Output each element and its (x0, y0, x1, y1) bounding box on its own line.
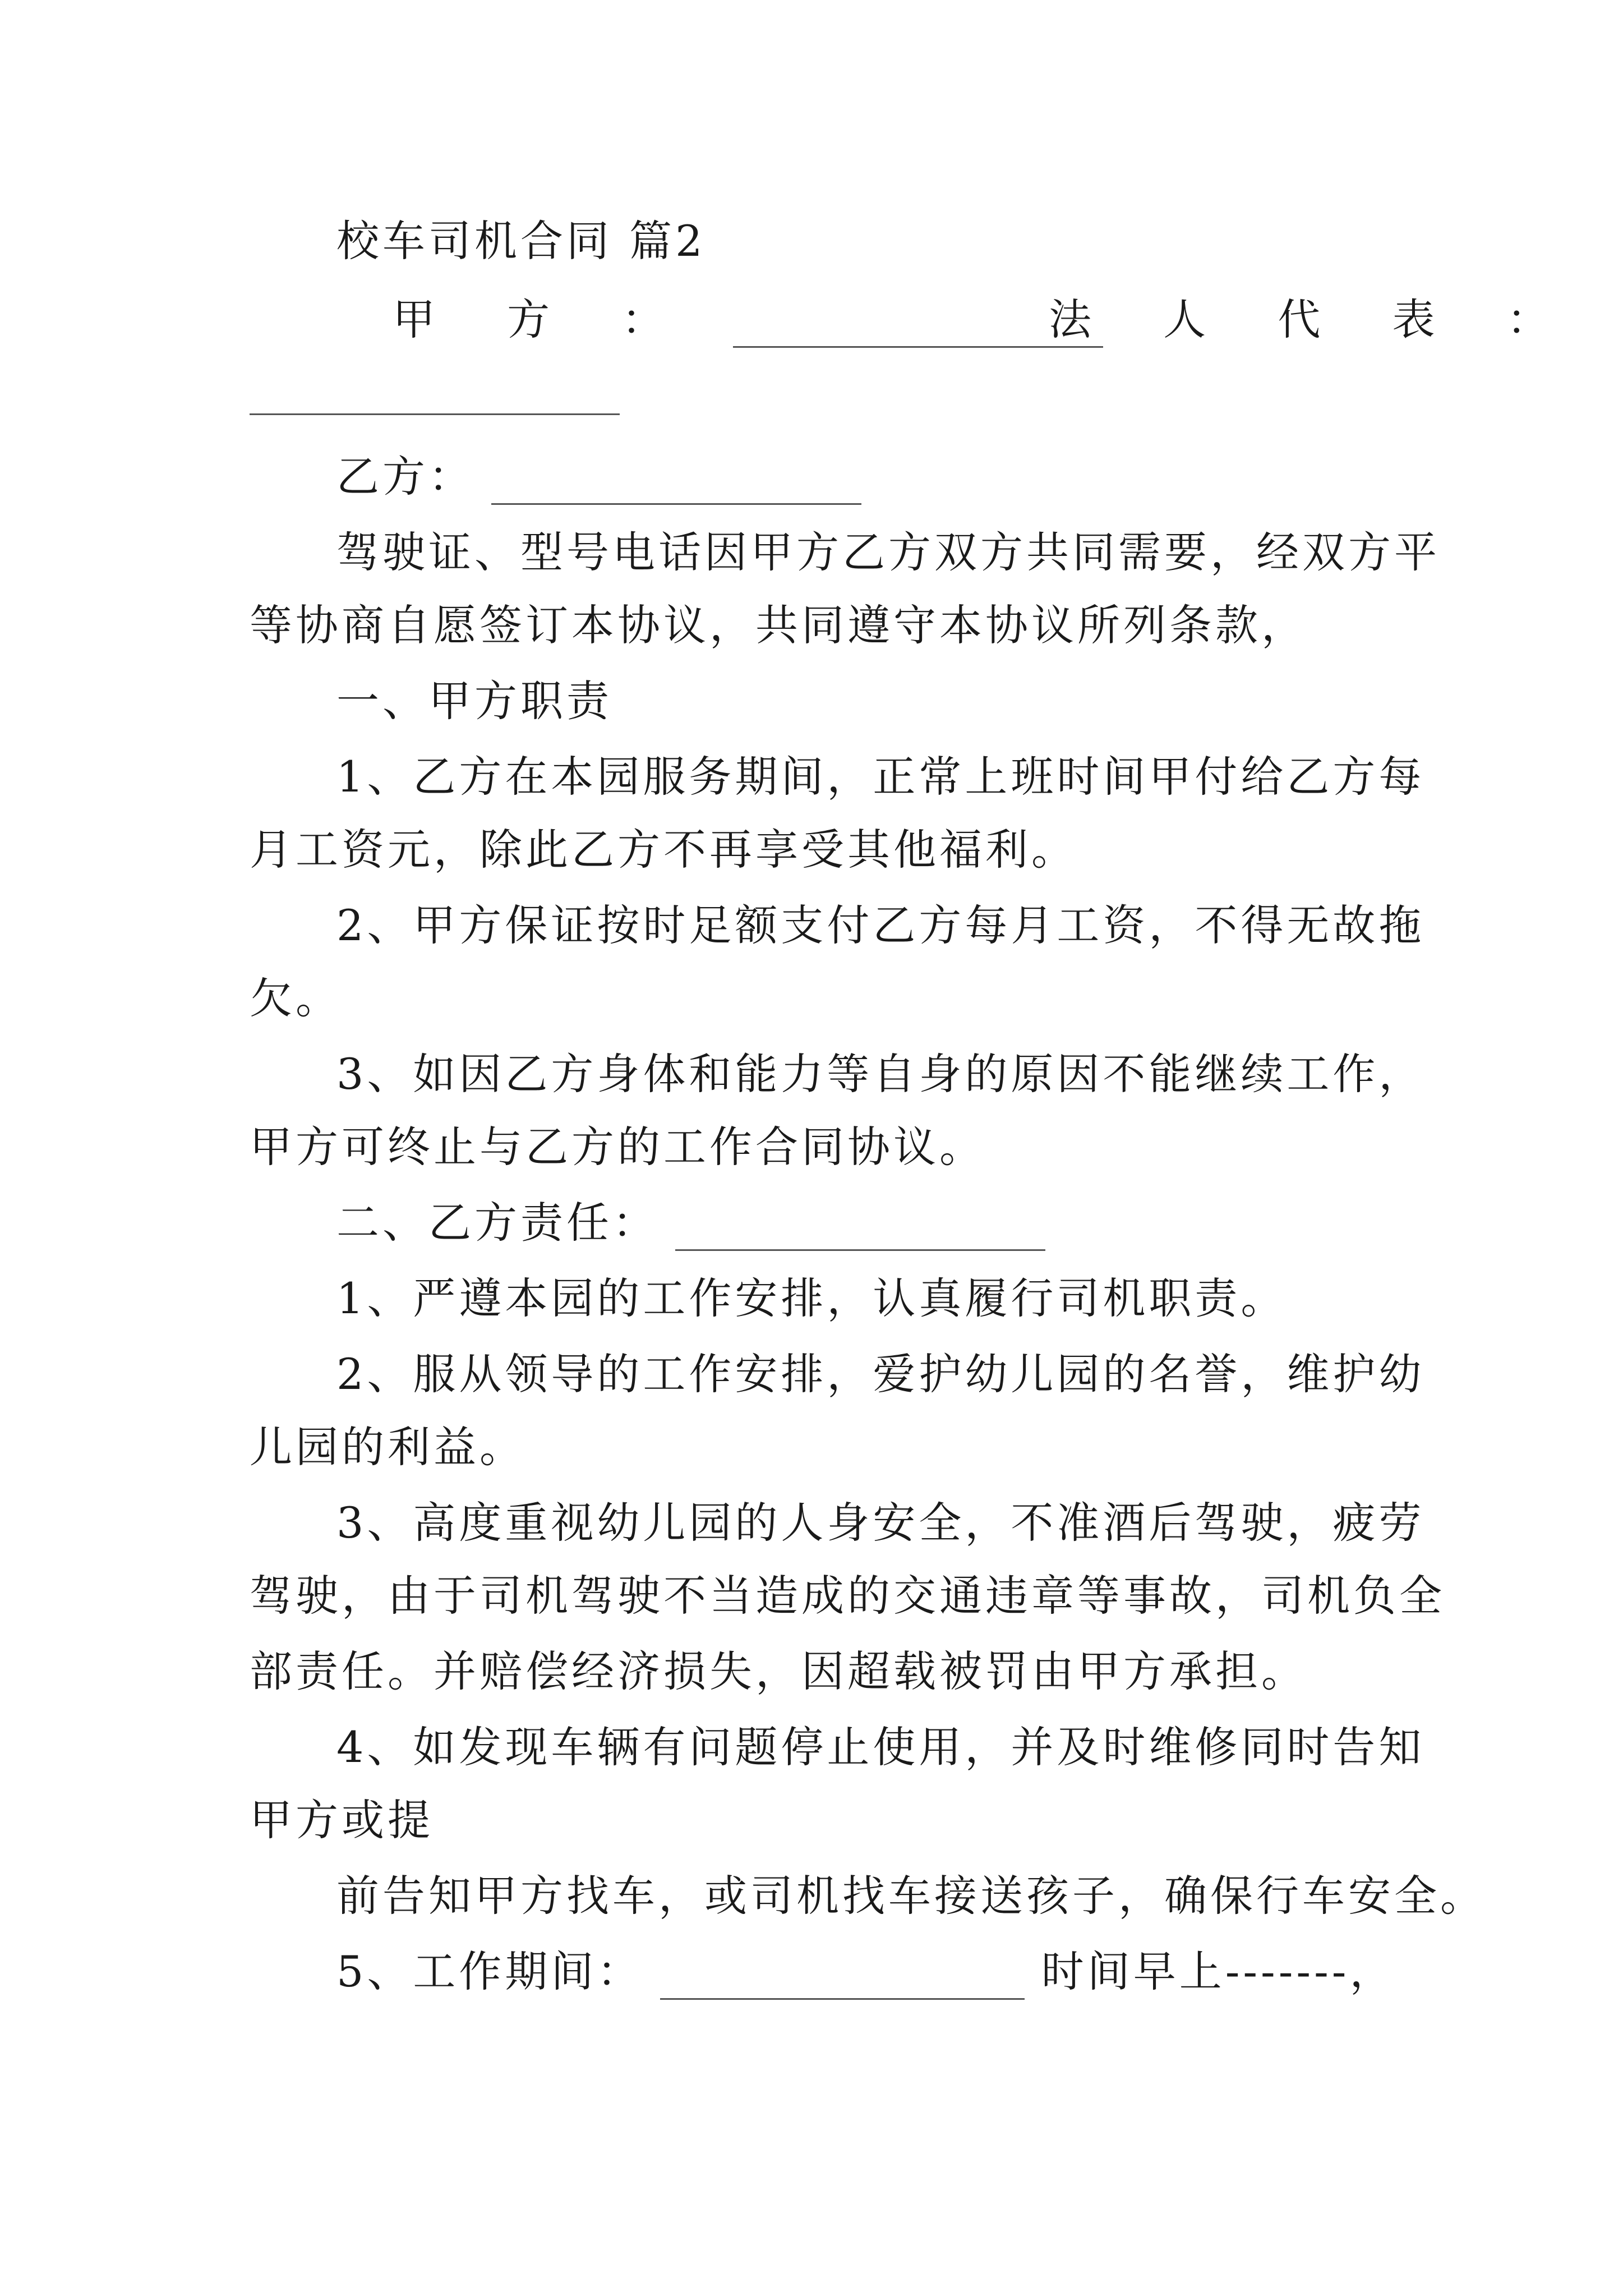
intro-line-2: 等协商自愿签订本协议，共同遵守本协议所列条款， (250, 600, 1307, 650)
s1-item-3-line-1: 3、如因乙方身体和能力等自身的原因不能继续工作， (336, 1049, 1425, 1099)
party-a-blank (733, 307, 1103, 348)
legal-rep-label: 法 人 代 表 ： (1049, 295, 1579, 344)
s2-item-5-blank (660, 1959, 1025, 2000)
section-2-row (336, 1195, 1045, 1251)
s2-item-2-line-2: 儿园的利益。 (250, 1422, 525, 1472)
s2-item-3-line-3: 部责任。并赔偿经济损失，因超载被罚由甲方承担。 (250, 1646, 1307, 1696)
s1-item-3-line-2: 甲方可终止与乙方的工作合同协议。 (250, 1122, 985, 1172)
s2-item-5-row (336, 1944, 1395, 2000)
document-title: 校车司机合同 篇2 (336, 216, 706, 266)
s2-item-4-line-3: 前告知甲方找车，或司机找车接送孩子，确保行车安全。 (336, 1871, 1486, 1921)
section-2-blank (675, 1210, 1045, 1251)
intro-line-1: 驾驶证、型号电话因甲方乙方双方共同需要，经双方平 (336, 527, 1440, 577)
s1-item-2-line-1: 2、甲方保证按时足额支付乙方每月工资，不得无故拖 (336, 900, 1425, 950)
s2-item-2-line-1: 2、服从领导的工作安排，爱护幼儿园的名誉，维护幼 (336, 1349, 1425, 1399)
party-b-blank (491, 464, 861, 505)
legal-rep-blank-row (250, 359, 620, 415)
party-b-label: 乙方： (336, 452, 474, 501)
s2-item-3-line-1: 3、高度重视幼儿园的人身安全，不准酒后驾驶，疲劳 (336, 1498, 1425, 1548)
s2-item-1: 1、严遵本园的工作安排，认真履行司机职责。 (336, 1273, 1287, 1323)
s2-item-5-prefix: 5、工作期间： (336, 1947, 643, 1996)
party-b-row (336, 449, 861, 505)
s2-item-4-line-1: 4、如发现车辆有问题停止使用，并及时维修同时告知 (336, 1722, 1425, 1772)
party-a-label: 甲 方 ： (393, 295, 694, 344)
party-a-row (393, 292, 1103, 348)
s2-item-3-line-2: 驾驶，由于司机驾驶不当造成的交通违章等事故，司机负全 (250, 1571, 1445, 1621)
s2-item-4-line-2: 甲方或提 (250, 1795, 434, 1845)
s1-item-2-line-2: 欠。 (250, 973, 342, 1023)
legal-rep-blank (250, 374, 620, 415)
s1-item-1-line-1: 1、乙方在本园服务期间，正常上班时间甲付给乙方每 (336, 752, 1425, 802)
s2-item-5-suffix: 时间早上-------， (1041, 1947, 1396, 1996)
section-1-heading: 一、甲方职责 (336, 676, 612, 726)
s1-item-1-line-2: 月工资元，除此乙方不再享受其他福利。 (250, 825, 1077, 875)
section-2-heading: 二、乙方责任： (336, 1198, 658, 1248)
